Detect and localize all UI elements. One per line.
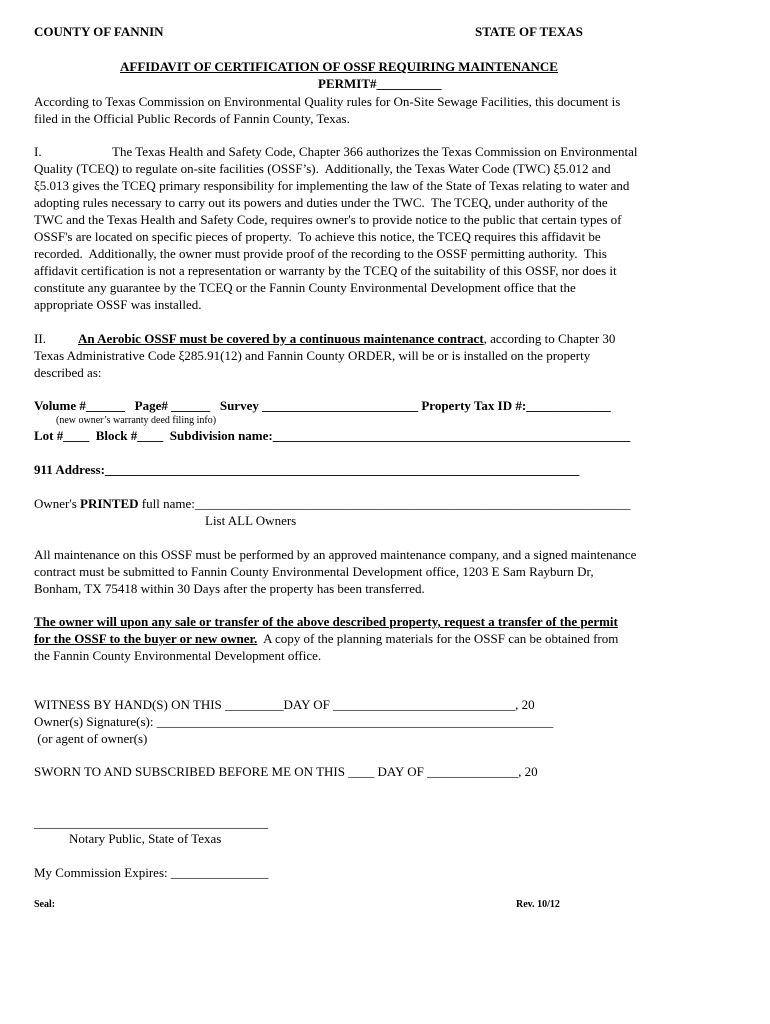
owner-name-field[interactable] xyxy=(34,496,630,512)
agent-note: (or agent of owner(s) xyxy=(34,731,148,746)
lot-block-subdivision-field[interactable]: Lot #____ Block #____ Subdivision name:_______________________________________________________ xyxy=(34,428,631,443)
county-header: COUNTY OF FANNIN xyxy=(34,24,164,39)
maintenance-line: All maintenance on this OSSF must be performed by an approved maintenance company, and a signed maintenance xyxy=(34,547,637,562)
section-1-line: appropriate OSSF was installed. xyxy=(34,297,202,312)
section-1-line: OSSF's are located on specific pieces of property. To achieve this notice, the TCEQ requires this affidavit be xyxy=(34,229,601,244)
section-1-line: TWC and the Texas Health and Safety Code, requires owner's to provide notice to the public that certain types of xyxy=(34,212,622,227)
section-2-numeral: II. xyxy=(34,331,46,346)
intro-paragraph xyxy=(34,93,674,127)
owner-note: List ALL Owners xyxy=(205,513,297,528)
section-1-line: The Texas Health and Safety Code, Chapter 366 authorizes the Texas Commission on Environmental xyxy=(112,144,638,159)
maintenance-line: contract must be submitted to Fannin County Environmental Development office, 1203 E Sam Rayburn Dr, xyxy=(34,564,594,579)
section-1-line: recorded. Additionally, the owner must provide proof of the recording to the OSSF permitting authority. This xyxy=(34,246,607,261)
notary-signature-line[interactable]: ____________________________________ xyxy=(34,815,268,830)
section-2-line: described as: xyxy=(34,365,102,380)
permit-number: PERMIT#__________ xyxy=(318,76,442,91)
section-1-numeral: I. xyxy=(34,144,42,159)
sworn-date-field[interactable]: SWORN TO AND SUBSCRIBED BEFORE ME ON THIS ____ DAY OF ______________, 20 xyxy=(34,764,538,779)
section-2-line: Texas Administrative Code ξ285.91(12) and Fannin County ORDER, will be or is installed on the property xyxy=(34,348,591,363)
state-header: STATE OF TEXAS xyxy=(475,24,583,39)
seal-label: Seal: xyxy=(34,899,56,910)
section-1-line: adopting rules necessary to carry out its powers and duties under the TWC. The TCEQ, under authority of the xyxy=(34,195,608,210)
owner-name-blank: full name:___________________________________________________________________ xyxy=(138,496,631,511)
intro-line: filed in the Official Public Records of Fannin County, Texas. xyxy=(34,111,350,126)
transfer-paragraph xyxy=(34,613,674,664)
revision-label: Rev. 10/12 xyxy=(516,899,560,910)
section-1 xyxy=(34,143,674,313)
transfer-line: the Fannin County Environmental Development office. xyxy=(34,648,322,663)
maintenance-line: Bonham, TX 75418 within 30 Days after the property has been transferred. xyxy=(34,581,425,596)
section-1-line: ξ5.013 gives the TCEQ primary responsibility for implementing the law of the State of Texas relating to water and xyxy=(34,178,630,193)
transfer-line: The owner will upon any sale or transfer of the above described property, request a transfer of the permit xyxy=(34,614,618,629)
maintenance-paragraph xyxy=(34,546,674,597)
owner-printed: PRINTED xyxy=(80,496,139,511)
owner-signature-field[interactable]: Owner(s) Signature(s): _____________________________________________________________ xyxy=(34,714,554,729)
commission-expires-field[interactable]: My Commission Expires: _______________ xyxy=(34,865,269,880)
intro-line: According to Texas Commission on Environmental Quality rules for On-Site Sewage Facilities, this document is xyxy=(34,94,621,109)
section-1-line: Quality (TCEQ) to regulate on-site facilities (OSSF’s). Additionally, the Texas Water Code (TWC) ξ5.012 and xyxy=(34,161,611,176)
section-2-line: , according to Chapter 30 xyxy=(483,331,616,346)
section-2 xyxy=(34,330,674,381)
section-1-line: affidavit certification is not a representation or warranty by the TCEQ of the suitability of this OSSF, nor does it xyxy=(34,263,617,278)
deed-filing-note: (new owner’s warranty deed filing info) xyxy=(56,415,217,426)
notary-label: Notary Public, State of Texas xyxy=(69,831,222,846)
aerobic-requirement: An Aerobic OSSF must be covered by a continuous maintenance contract xyxy=(78,331,484,346)
transfer-line-rest: A copy of the planning materials for the OSSF can be obtained from xyxy=(257,631,619,646)
address-field[interactable]: 911 Address:_________________________________________________________________________ xyxy=(34,462,580,477)
transfer-line-bold: for the OSSF to the buyer or new owner. xyxy=(34,631,258,646)
owner-label: Owner's xyxy=(34,496,81,511)
witness-date-field[interactable]: WITNESS BY HAND(S) ON THIS _________DAY OF ____________________________, 20 xyxy=(34,697,535,712)
volume-page-survey-field[interactable]: Volume #______ Page# ______ Survey ________________________ Property Tax ID #:_____________ xyxy=(34,398,611,413)
document-title: AFFIDAVIT OF CERTIFICATION OF OSSF REQUIRING MAINTENANCE xyxy=(120,59,558,74)
section-1-line: constitute any guarantee by the TCEQ or the Fannin County Environmental Development office that the xyxy=(34,280,576,295)
